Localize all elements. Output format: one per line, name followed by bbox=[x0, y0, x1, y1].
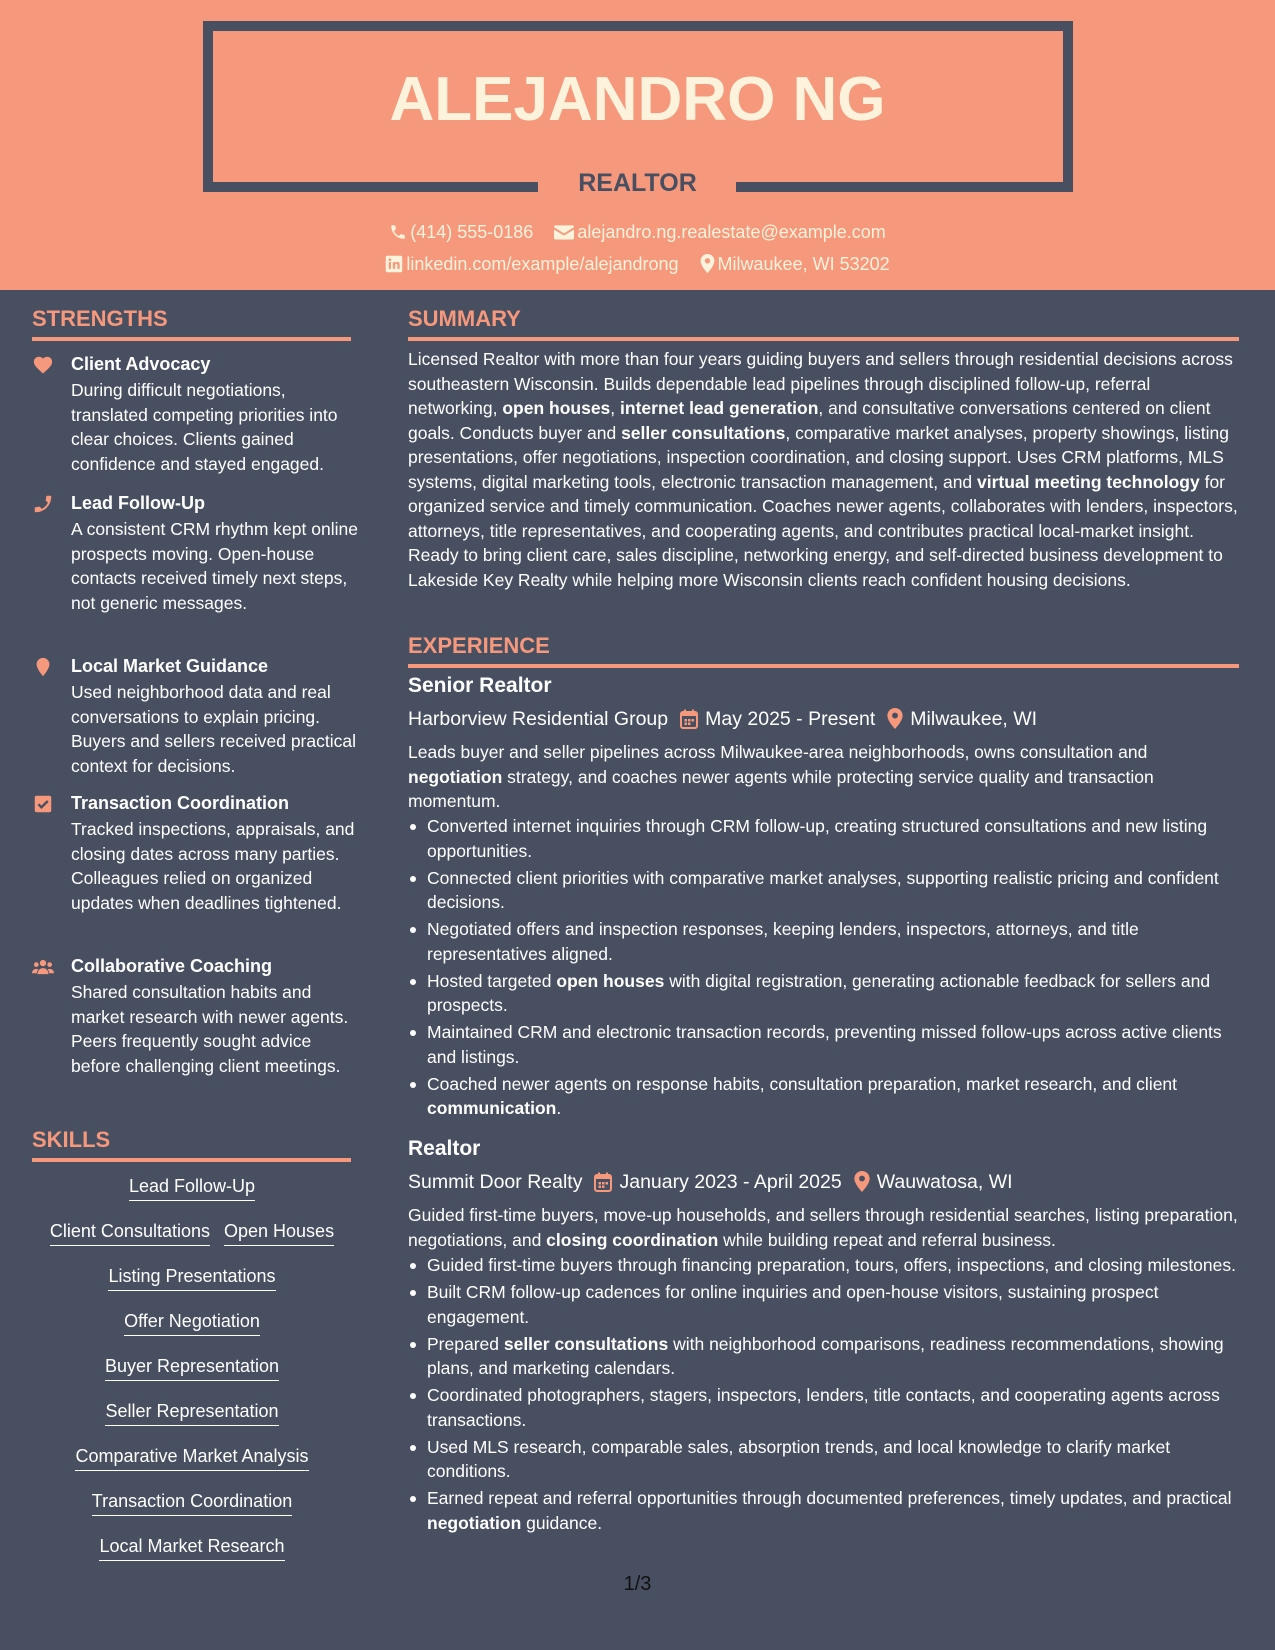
contact-phone[interactable] bbox=[389, 220, 533, 244]
job-meta-1 bbox=[408, 704, 1037, 733]
intro-segment: Leads buyer and seller pipelines across Milwaukee-area neighborhoods, owns consultation and bbox=[408, 742, 1148, 762]
list-item bbox=[408, 1383, 1238, 1432]
company-name: Summit Door Realty bbox=[408, 1170, 583, 1193]
strength-desc: Tracked inspections, appraisals, and closing dates across many parties. Colleagues relied on organized updates when deadlines tightened. bbox=[71, 819, 355, 913]
list-item bbox=[408, 1332, 1238, 1381]
job-title-2: Realtor bbox=[408, 1137, 481, 1160]
contact-location bbox=[700, 252, 890, 276]
bullet-keyword: open houses bbox=[556, 970, 665, 991]
summary-segment: Licensed Realtor with more than four years guiding buyers and sellers through residential decisions across southeastern Wisconsin. Builds dependable lead pipelines through disciplined follow-up, referral networking, bbox=[408, 349, 1233, 418]
summary-text bbox=[408, 347, 1238, 592]
job-bullets-1 bbox=[408, 814, 1238, 1124]
job-title: REALTOR bbox=[578, 169, 697, 197]
list-item bbox=[408, 917, 1238, 966]
job-dates: January 2023 - April 2025 bbox=[619, 1170, 842, 1193]
bullet-text: Coached newer agents on response habits, consultation preparation, market research, and client bbox=[427, 1073, 1178, 1094]
skill-tag: Seller Representation bbox=[105, 1399, 278, 1426]
map-pin-icon bbox=[887, 708, 903, 729]
checkbox-icon bbox=[32, 793, 54, 815]
page-number: 1/3 bbox=[623, 1573, 652, 1595]
summary-segment: for organized service and timely communication. Coaches newer agents, collaborates with lenders, inspectors, attorneys, title representatives, and cooperating agents, and contributes practical local-market insight. Ready to bring client care, sales discipline, networking energy, and self-directed business development to Lakeside Key Realty while helping more Wisconsin clients reach confident housing decisions. bbox=[408, 471, 1238, 590]
candidate-name: ALEJANDRO NG bbox=[389, 65, 886, 134]
strengths-rule bbox=[32, 337, 351, 341]
summary-segment: , bbox=[610, 398, 621, 418]
strength-title: Lead Follow-Up bbox=[71, 493, 205, 513]
skills-list bbox=[32, 1174, 352, 1579]
summary-segment: , comparative market analyses, property showings, listing presentations, offer negotiations, inspection coordination, and closing support. Uses CRM platforms, MLS systems, digital marketing tools, electronic transaction management, and bbox=[408, 422, 1229, 492]
strength-desc: Shared consultation habits and market research with newer agents. Peers frequently sought advice before challenging client meetings. bbox=[71, 982, 349, 1076]
linkedin-icon bbox=[385, 255, 403, 273]
bullet-text: Connected client priorities with comparative market analyses, supporting realistic pricing and confident decisions. bbox=[427, 867, 1219, 913]
list-item bbox=[408, 1020, 1238, 1069]
bullet-text: Built CRM follow-up cadences for online inquiries and open-house visitors, sustaining prospect engagement. bbox=[427, 1282, 1159, 1327]
summary-keyword: seller consultations bbox=[621, 422, 786, 443]
contact-row-1 bbox=[0, 220, 1275, 244]
summary-heading: SUMMARY bbox=[408, 306, 521, 331]
bullet-keyword: negotiation bbox=[427, 1512, 522, 1533]
bullet-text: Maintained CRM and electronic transaction records, preventing missed follow-ups across active clients and listings. bbox=[427, 1022, 1222, 1067]
list-item bbox=[408, 969, 1238, 1018]
skills-heading: SKILLS bbox=[32, 1127, 111, 1152]
strength-title: Collaborative Coaching bbox=[71, 956, 273, 976]
map-pin-icon bbox=[700, 254, 715, 273]
calendar-icon bbox=[594, 1172, 612, 1192]
summary-rule bbox=[408, 337, 1239, 341]
experience-rule bbox=[408, 664, 1239, 668]
skill-tag: Offer Negotiation bbox=[124, 1309, 260, 1336]
contact-email[interactable] bbox=[554, 220, 885, 244]
job-location: Wauwatosa, WI bbox=[876, 1170, 1013, 1193]
bullet-text: Guided first-time buyers through financing preparation, tours, offers, inspections, and closing milestones. bbox=[427, 1255, 1236, 1275]
bullet-text: Coordinated photographers, stagers, inspectors, lenders, title contacts, and cooperating agents across transactions. bbox=[427, 1385, 1220, 1430]
job-title-1: Senior Realtor bbox=[408, 674, 552, 697]
job-intro-1 bbox=[408, 740, 1238, 814]
company-name: Harborview Residential Group bbox=[408, 707, 669, 730]
skill-tag: Listing Presentations bbox=[108, 1264, 275, 1291]
skill-tag: Open Houses bbox=[224, 1219, 334, 1246]
bullet-keyword: communication bbox=[427, 1098, 557, 1119]
envelope-icon bbox=[554, 223, 574, 241]
contact-row-2 bbox=[0, 252, 1275, 276]
bullet-text: Used MLS research, comparable sales, absorption trends, and local knowledge to clarify market conditions. bbox=[427, 1436, 1171, 1482]
strength-desc: Used neighborhood data and real conversations to explain pricing. Buyers and sellers received practical context for decisions. bbox=[71, 682, 356, 776]
list-item bbox=[408, 866, 1238, 915]
list-item bbox=[408, 1435, 1238, 1484]
bullet-text: Earned repeat and referral opportunities through documented preferences, timely updates, and practical bbox=[427, 1488, 1232, 1509]
email-text: alejandro.ng.realestate@example.com bbox=[577, 222, 886, 242]
bullet-text: Hosted targeted bbox=[427, 970, 557, 991]
resume-header bbox=[0, 0, 1275, 290]
bullet-text: Negotiated offers and inspection responses, keeping lenders, inspectors, attorneys, and title representatives aligned. bbox=[427, 919, 1139, 964]
intro-segment: strategy, and coaches newer agents while protecting service quality and transaction momentum. bbox=[408, 766, 1154, 811]
summary-keyword: virtual meeting technology bbox=[977, 471, 1200, 492]
bullet-text: guidance. bbox=[521, 1512, 603, 1533]
phone-icon bbox=[389, 223, 407, 241]
strength-desc: A consistent CRM rhythm kept online prospects moving. Open-house contacts received timely next steps, not generic messages. bbox=[71, 519, 358, 613]
intro-segment: while building repeat and referral business. bbox=[718, 1229, 1056, 1250]
intro-keyword: closing coordination bbox=[546, 1229, 719, 1250]
strength-title: Transaction Coordination bbox=[71, 793, 290, 813]
skill-tag: Buyer Representation bbox=[105, 1354, 279, 1381]
strength-desc: During difficult negotiations, translated competing priorities into clear choices. Clients gained confidence and stayed engaged. bbox=[71, 380, 338, 474]
list-item bbox=[408, 1486, 1238, 1535]
contact-linkedin[interactable] bbox=[385, 252, 678, 276]
skill-tag: Lead Follow-Up bbox=[129, 1174, 255, 1201]
job-location: Milwaukee, WI bbox=[910, 707, 1038, 730]
bullet-text: Prepared bbox=[427, 1333, 504, 1354]
job-bullets-2 bbox=[408, 1253, 1238, 1538]
users-icon bbox=[32, 956, 54, 978]
phone-icon bbox=[32, 493, 54, 515]
skill-tag: Transaction Coordination bbox=[92, 1489, 292, 1516]
list-item bbox=[408, 1253, 1238, 1278]
map-pin-icon bbox=[32, 656, 54, 678]
skill-tag: Client Consultations bbox=[50, 1219, 210, 1246]
bullet-text: . bbox=[556, 1098, 562, 1119]
heart-icon bbox=[32, 354, 54, 376]
skill-tag: Comparative Market Analysis bbox=[75, 1444, 308, 1471]
job-dates: May 2025 - Present bbox=[705, 707, 876, 730]
map-pin-icon bbox=[854, 1171, 870, 1192]
list-item bbox=[408, 814, 1238, 863]
summary-keyword: internet lead generation bbox=[620, 398, 819, 418]
summary-keyword: open houses bbox=[502, 398, 611, 418]
strengths-heading: STRENGTHS bbox=[32, 306, 168, 331]
strength-title: Client Advocacy bbox=[71, 354, 211, 374]
list-item bbox=[408, 1280, 1238, 1329]
bullet-text: Converted internet inquiries through CRM follow-up, creating structured consultations and new listing opportunities. bbox=[427, 816, 1208, 861]
bullet-text: with neighborhood comparisons, readiness recommendations, showing plans, and marketing calendars. bbox=[427, 1333, 1224, 1379]
skills-rule bbox=[32, 1158, 351, 1162]
location-text: Milwaukee, WI 53202 bbox=[717, 254, 890, 274]
bullet-keyword: seller consultations bbox=[503, 1333, 669, 1354]
calendar-icon bbox=[680, 709, 698, 729]
strength-title: Local Market Guidance bbox=[71, 656, 269, 676]
list-item bbox=[408, 1072, 1238, 1121]
intro-keyword: negotiation bbox=[408, 766, 503, 787]
job-intro-2 bbox=[408, 1203, 1238, 1252]
phone-text: (414) 555-0186 bbox=[410, 222, 534, 242]
job-meta-2 bbox=[408, 1167, 1013, 1196]
intro-segment: Guided first-time buyers, move-up households, and sellers through residential searches, listing preparation, negotiations, and bbox=[408, 1205, 1238, 1250]
bullet-text: with digital registration, generating actionable feedback for sellers and prospects. bbox=[427, 970, 1211, 1016]
experience-heading: EXPERIENCE bbox=[408, 633, 550, 658]
skill-tag: Local Market Research bbox=[99, 1534, 284, 1561]
linkedin-text: linkedin.com/example/alejandrong bbox=[406, 254, 679, 274]
summary-segment: , and consultative conversations centered on client goals. Conducts buyer and bbox=[408, 398, 1211, 443]
